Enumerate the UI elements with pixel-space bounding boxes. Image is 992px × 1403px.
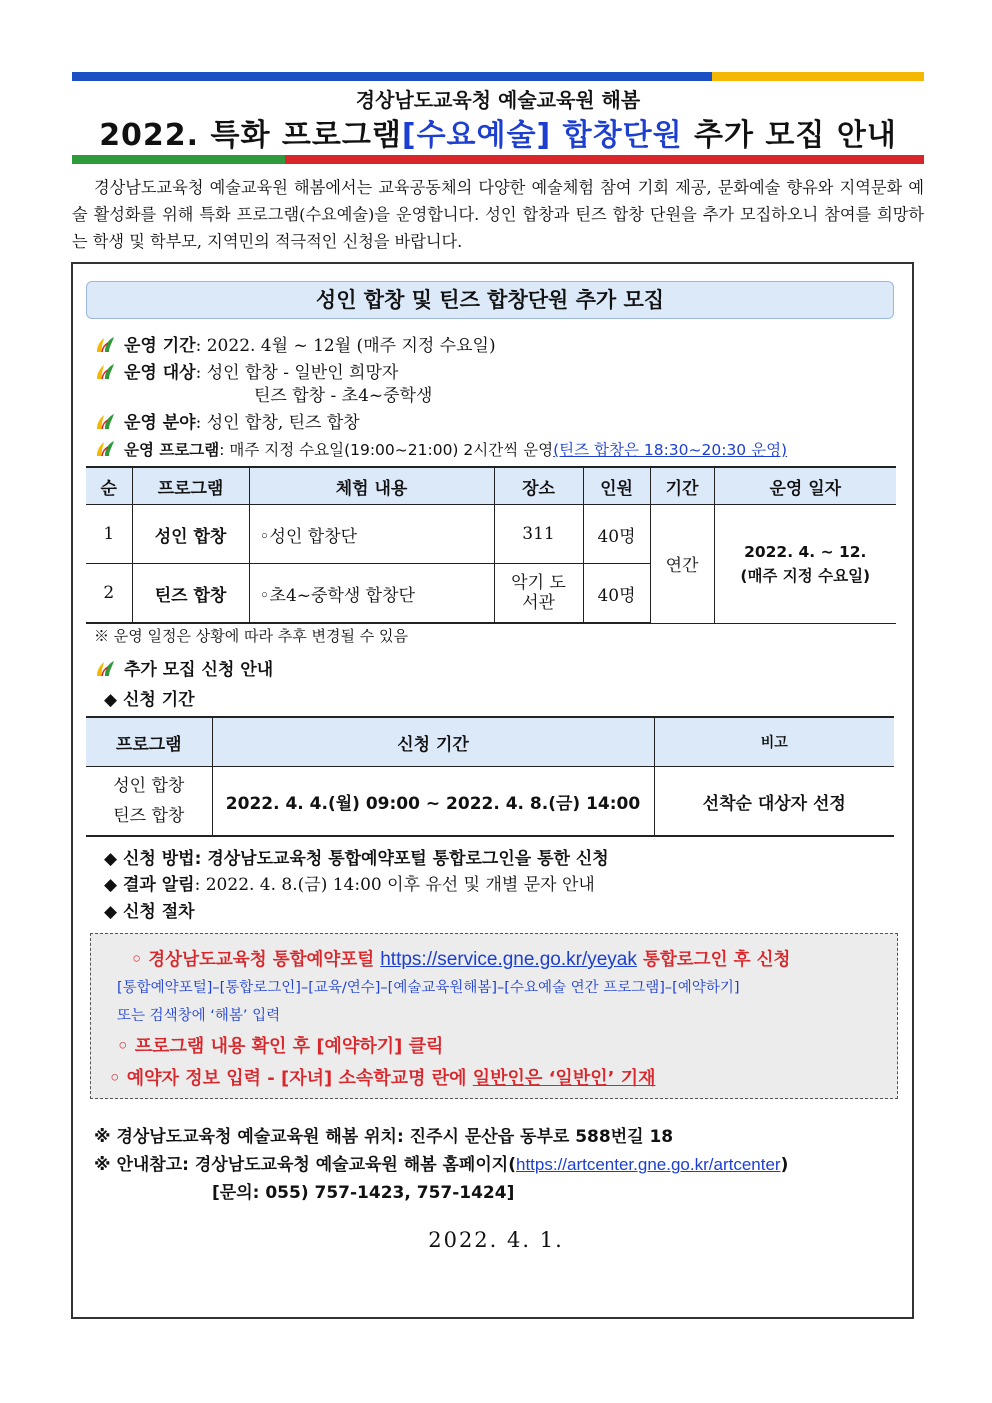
apply-method: ◆ 신청 방법: 경상남도교육청 통합예약포털 통합로그인을 통한 신청 — [104, 849, 609, 869]
reference-note: ※ 안내참고: 경상남도교육청 예술교육원 해봄 홈페이지(https://artcenter.gne.go.kr/artcenter) — [94, 1155, 789, 1175]
row-content: ◦초4~중학생 합창단 — [249, 564, 494, 624]
procedure-line-5: ◦ 예약자 정보 입력 - [자녀] 소속학교명 란에 일반인은 ‘일반인’ 기재 — [109, 1068, 656, 1089]
row-count: 40명 — [583, 505, 650, 564]
col-header: 비고 — [654, 717, 894, 767]
info-period: 운영 기간: 2022. 4월 ~ 12월 (매주 지정 수요일) — [94, 334, 496, 357]
program-table — [86, 466, 896, 624]
info-program: 운영 프로그램: 매주 지정 수요일(19:00~21:00) 2시간씩 운영(틴즈 합창은 18:30~20:30 운영) — [94, 438, 787, 461]
location-note: ※ 경상남도교육청 예술교육원 해봄 위치: 진주시 문산읍 동부로 588번길 18 — [94, 1127, 674, 1147]
apply-table — [86, 716, 894, 837]
procedure-line-1: ◦ 경상남도교육청 통합예약포털 https://service.gne.go.kr/yeyak 통합로그인 후 신청 — [131, 949, 791, 970]
info-target-2: 틴즈 합창 - 초4~중학생 — [254, 386, 433, 406]
homepage-link[interactable]: https://artcenter.gne.go.kr/artcenter — [515, 1155, 781, 1174]
col-header: 신청 기간 — [212, 717, 654, 767]
info-target: 운영 대상: 성인 합창 - 일반인 희망자 — [94, 361, 398, 384]
procedure-heading: ◆ 신청 절차 — [104, 902, 195, 922]
info-field: 운영 분야: 성인 합창, 틴즈 합창 — [94, 411, 360, 434]
sprout-icon — [94, 438, 116, 458]
document-date: 2022. 4. 1. — [428, 1228, 564, 1252]
col-header: 체험 내용 — [249, 467, 494, 505]
row-program: 성인 합창 — [132, 505, 249, 564]
row-number: 1 — [86, 505, 132, 564]
header-title: 2022. 특화 프로그램[수요예술] 합창단원 추가 모집 안내 — [99, 118, 897, 153]
sprout-icon — [94, 411, 116, 431]
col-header: 장소 — [494, 467, 583, 505]
row-period: 연간 — [650, 505, 714, 624]
table-header-row — [86, 467, 896, 505]
apply-period-heading: ◆ 신청 기간 — [104, 690, 195, 710]
procedure-line-4: ◦ 프로그램 내용 확인 후 [예약하기] 클릭 — [117, 1036, 444, 1057]
row-program: 틴즈 합창 — [132, 564, 249, 624]
col-header: 기간 — [650, 467, 714, 505]
section-title: 성인 합창 및 틴즈 합창단원 추가 모집 — [86, 281, 894, 319]
col-header: 운영 일자 — [714, 467, 896, 505]
col-header: 순 — [86, 467, 132, 505]
row-number: 2 — [86, 564, 132, 624]
header-subtitle: 경상남도교육청 예술교육원 해봄 — [355, 88, 641, 112]
header-bottom-bar — [72, 155, 924, 164]
col-header: 인원 — [583, 467, 650, 505]
table-row — [86, 505, 896, 564]
procedure-line-3: 또는 검색창에 ‘해봄’ 입력 — [117, 1008, 281, 1024]
sprout-icon — [94, 361, 116, 381]
table-header-row — [86, 717, 894, 767]
sprout-icon — [94, 334, 116, 354]
contact-note: [문의: 055) 757-1423, 757-1424] — [212, 1183, 515, 1203]
reservation-portal-link[interactable]: https://service.gne.go.kr/yeyak — [380, 949, 637, 970]
apply-heading: 추가 모집 신청 안내 — [94, 658, 273, 681]
intro-paragraph: 경상남도교육청 예술교육원 해봄에서는 교육공동체의 다양한 예술체험 참여 기회 제공, 문화예술 향유와 지역문화 예술 활성화를 위해 특화 프로그램(수요예술)을 운영합니다. 성인 합창과 틴즈 합창 단원을 추가 모집하오니 참여를 희망하는 학생 및 학부모, 지역민의 적극적인 신청을 바랍니다. — [72, 178, 924, 251]
col-header: 프로그램 — [132, 467, 249, 505]
row-content: ◦성인 합창단 — [249, 505, 494, 564]
apply-result: ◆ 결과 알림: 2022. 4. 8.(금) 14:00 이후 유선 및 개별 문자 안내 — [104, 875, 595, 895]
procedure-box — [90, 933, 898, 1099]
header-top-bar — [72, 72, 924, 81]
procedure-line-2: [통합예약포털]–[통합로그인]–[교육/연수]–[예술교육원해봄]–[수요예술 연간 프로그램]–[예약하기] — [117, 980, 740, 996]
row-place: 악기 도서관 — [494, 564, 583, 624]
apply-remark: 선착순 대상자 선정 — [654, 767, 894, 837]
row-date: 2022. 4. ~ 12. (매주 지정 수요일) — [714, 505, 896, 624]
apply-period: 2022. 4. 4.(월) 09:00 ~ 2022. 4. 8.(금) 14:00 — [212, 767, 654, 837]
apply-programs: 성인 합창 틴즈 합창 — [86, 767, 212, 837]
row-place: 311 — [494, 505, 583, 564]
sprout-icon — [94, 658, 116, 678]
col-header: 프로그램 — [86, 717, 212, 767]
schedule-note: ※ 운영 일정은 상황에 따라 추후 변경될 수 있음 — [94, 627, 408, 645]
document-header — [72, 72, 924, 164]
table-row — [86, 767, 894, 837]
row-count: 40명 — [583, 564, 650, 624]
